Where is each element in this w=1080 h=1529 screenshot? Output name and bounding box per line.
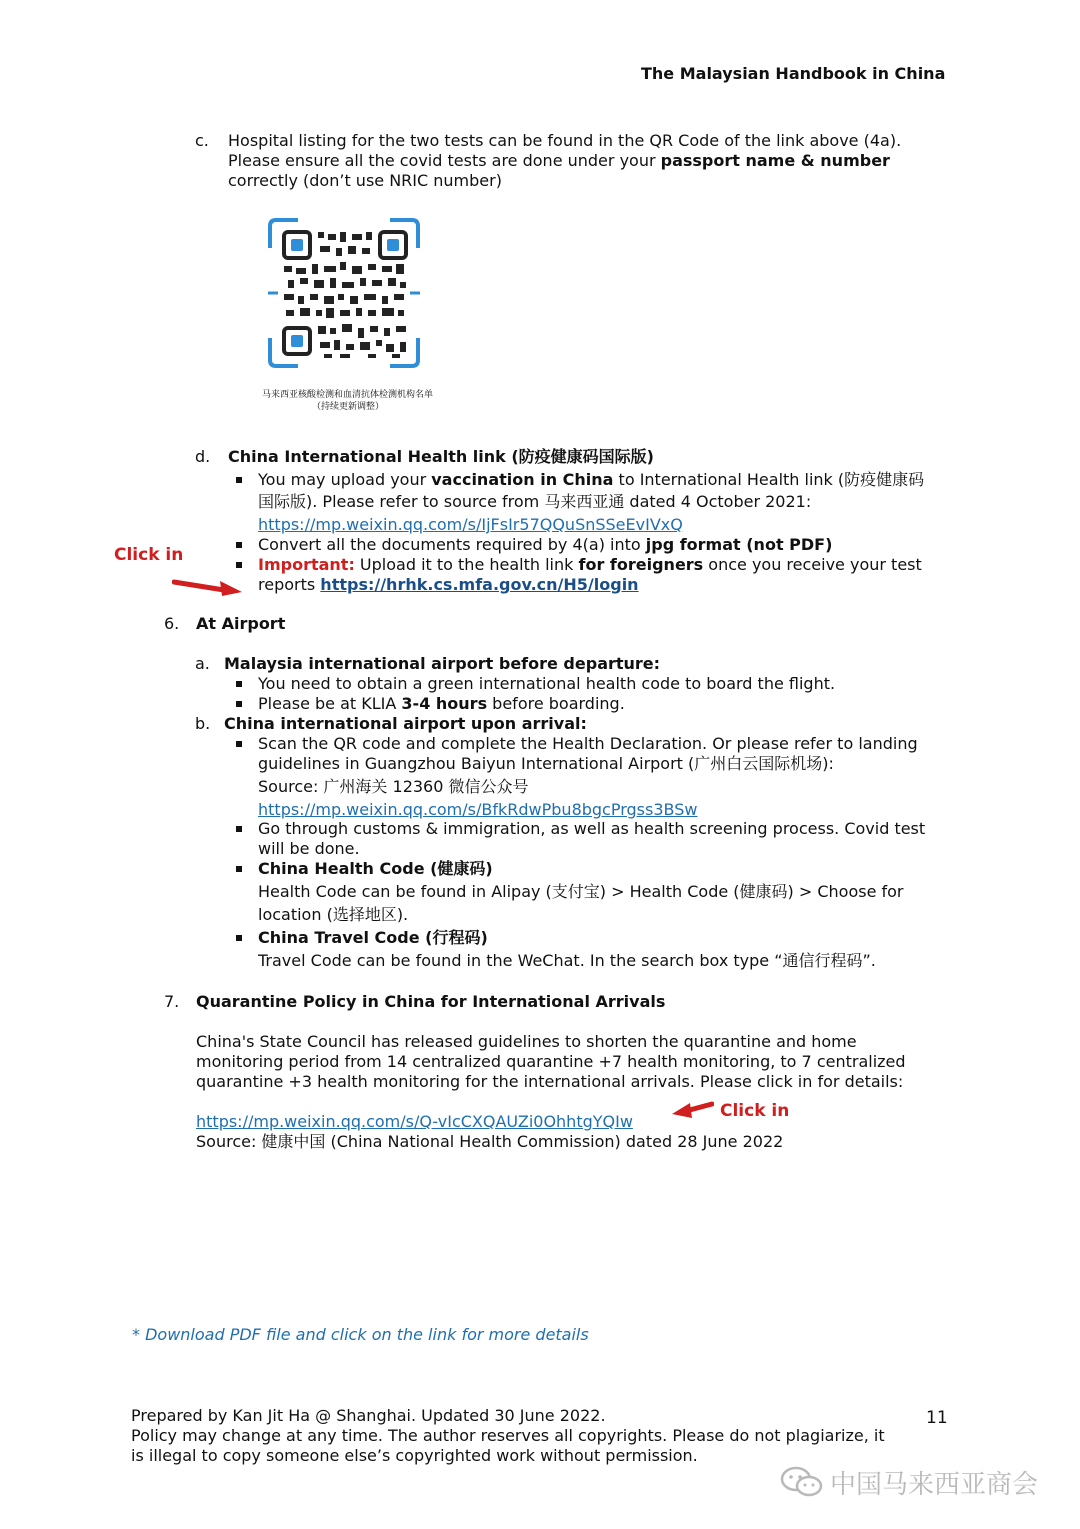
footer-line1: Prepared by Kan Jit Ha @ Shanghai. Updated 30 June 2022.	[131, 1406, 606, 1425]
item-d-bullet2: Convert all the documents required by 4(a) into jpg format (not PDF)	[258, 535, 833, 554]
red-arrow-icon	[670, 1098, 714, 1120]
item-c-line3: correctly (don’t use NRIC number)	[228, 171, 502, 190]
bullet-icon	[236, 826, 242, 832]
bullet-icon	[236, 477, 242, 483]
section-7-para-line3: quarantine +3 health monitoring for the international arrivals. Please click in for details:	[196, 1072, 904, 1091]
item-d-bullet3-line2: reports https://hrhk.cs.mfa.gov.cn/H5/login	[258, 575, 639, 594]
item-d-title: China International Health link (防疫健康码国际版)	[228, 447, 654, 466]
bullet-icon	[236, 741, 242, 747]
section-6-marker: 6.	[164, 614, 180, 633]
bullet-icon	[236, 681, 242, 687]
item-c-line2: Please ensure all the covid tests are done under your passport name & number	[228, 151, 890, 170]
click-in-label: Click in	[114, 545, 184, 565]
health-link-login[interactable]: https://hrhk.cs.mfa.gov.cn/H5/login	[320, 575, 639, 594]
section-7-marker: 7.	[164, 992, 180, 1011]
item-c-line1: Hospital listing for the two tests can be found in the QR Code of the link above (4a).	[228, 131, 902, 150]
bullet-icon	[236, 866, 242, 872]
travel-code-title: China Travel Code (行程码)	[258, 928, 488, 947]
item-d-bullet1-line2: 国际版). Please refer to source from 马来西亚通 dated 4 October 2021:	[258, 492, 812, 511]
vaccination-source-link[interactable]: https://mp.weixin.qq.com/s/IjFsIr57QQuSnSSeEvIVxQ	[258, 515, 683, 534]
important-label: Important:	[258, 555, 355, 574]
travel-code-line1: Travel Code can be found in the WeChat. In the search box type “通信行程码”.	[258, 951, 876, 970]
bullet-icon	[236, 562, 242, 568]
item-d-bullet1-line1: You may upload your vaccination in China to International Health link (防疫健康码	[258, 470, 925, 489]
section-6-title: At Airport	[196, 614, 286, 633]
quarantine-policy-link[interactable]: https://mp.weixin.qq.com/s/Q-vIcCXQAUZi0OhhtgYQIw	[196, 1112, 633, 1131]
wechat-icon	[780, 1466, 824, 1498]
section-6b-bullet1-line2: guidelines in Guangzhou Baiyun International Airport (广州白云国际机场):	[258, 754, 834, 773]
section-7-title: Quarantine Policy in China for International Arrivals	[196, 992, 666, 1011]
red-arrow-icon	[172, 574, 244, 596]
health-code-line1: Health Code can be found in Alipay (支付宝) > Health Code (健康码) > Choose for	[258, 882, 904, 901]
watermark-text: 中国马来西亚商会	[830, 1470, 1039, 1500]
qr-caption-line2: （持续更新调整）	[312, 402, 385, 412]
section-6b-marker: b.	[195, 714, 211, 733]
footer-line2: Policy may change at any time. The author reserves all copyrights. Please do not plagiarize, it	[131, 1426, 885, 1445]
download-note: * Download PDF file and click on the link for more details	[132, 1325, 589, 1344]
health-code-line2: location (选择地区).	[258, 905, 409, 924]
section-7-para-line1: China's State Council has released guidelines to shorten the quarantine and home	[196, 1032, 857, 1051]
section-6b-bullet2-line1: Go through customs & immigration, as well as health screening process. Covid test	[258, 819, 926, 838]
section-6a-title: Malaysia international airport before departure:	[224, 654, 661, 673]
section-6b-bullet2-line2: will be done.	[258, 839, 360, 858]
item-d-marker: d.	[195, 447, 211, 466]
section-6a-bullet1: You need to obtain a green international health code to board the flight.	[258, 674, 836, 693]
page-header-title: The Malaysian Handbook in China	[641, 64, 946, 83]
qr-caption-line1: 马来西亚核酸检测和血清抗体检测机构名单	[262, 390, 434, 400]
footer-line3: is illegal to copy someone else’s copyrighted work without permission.	[131, 1446, 698, 1465]
item-d-bullet3-line1: Important: Upload it to the health link for foreigners once you receive your test	[258, 555, 922, 574]
item-c-marker: c.	[195, 131, 209, 150]
section-6a-marker: a.	[195, 654, 210, 673]
section-6b-bullet1-line3: Source: 广州海关 12360 微信公众号	[258, 777, 529, 796]
section-6b-title: China international airport upon arrival:	[224, 714, 587, 733]
page-number: 11	[926, 1408, 948, 1428]
bullet-icon	[236, 935, 242, 941]
click-in-label: Click in	[720, 1101, 790, 1121]
section-6a-bullet2: Please be at KLIA 3-4 hours before boarding.	[258, 694, 625, 713]
section-7-para-line2: monitoring period from 14 centralized quarantine +7 health monitoring, to 7 centralized	[196, 1052, 906, 1071]
bullet-icon	[236, 542, 242, 548]
section-6b-bullet1-line1: Scan the QR code and complete the Health Declaration. Or please refer to landing	[258, 734, 918, 753]
baiyun-airport-link[interactable]: https://mp.weixin.qq.com/s/BfkRdwPbu8bgcPrgss3BSw	[258, 800, 698, 819]
health-code-title: China Health Code (健康码)	[258, 859, 493, 878]
qr-code-image	[268, 218, 420, 368]
section-7-source: Source: 健康中国 (China National Health Commission) dated 28 June 2022	[196, 1132, 784, 1151]
bullet-icon	[236, 701, 242, 707]
